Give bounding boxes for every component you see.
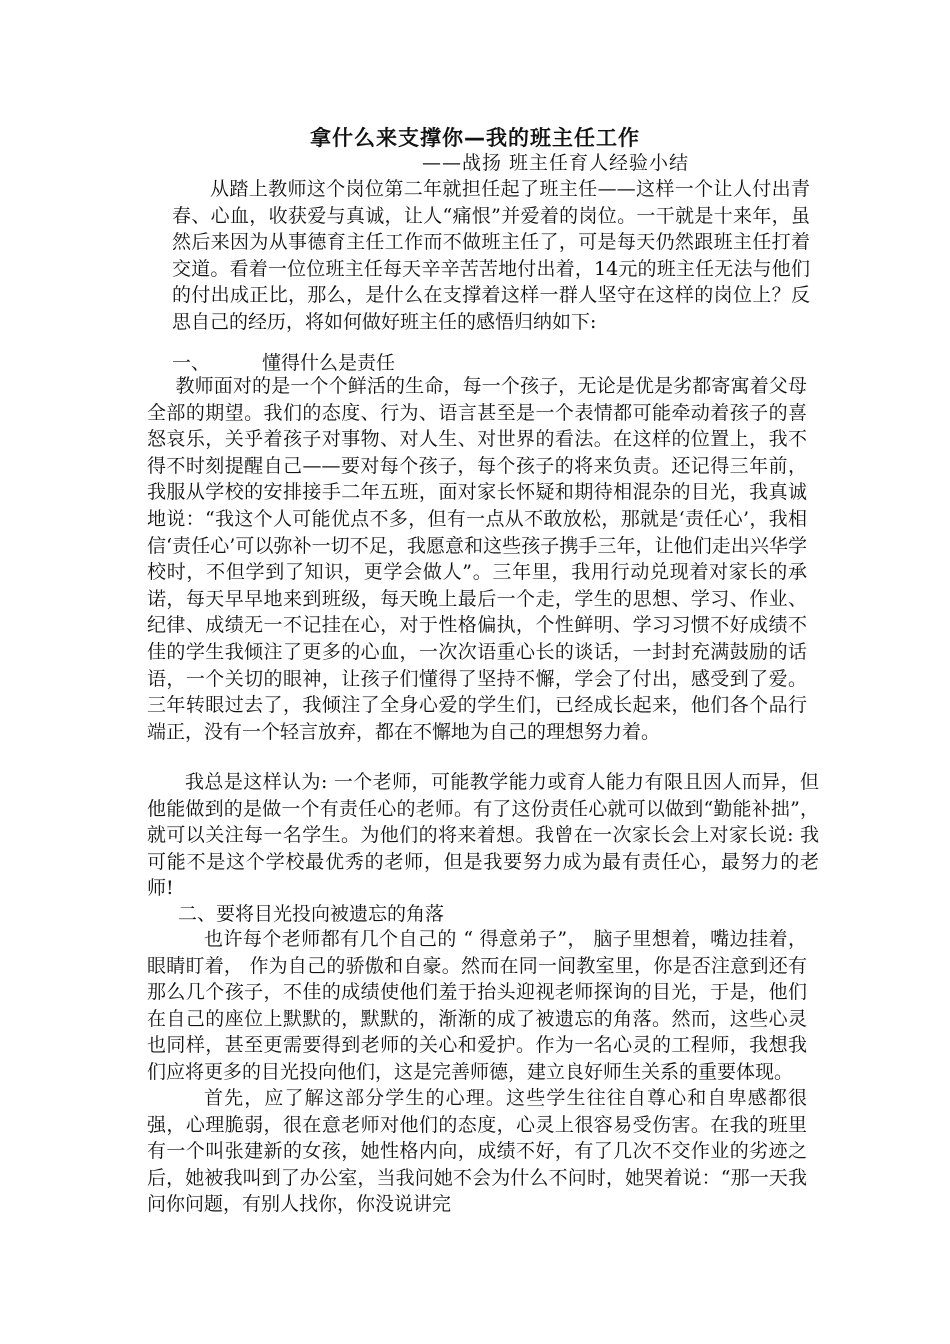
section-number-1: 一、 xyxy=(172,352,211,374)
section1-paragraph-1: 教师面对的是一个个鲜活的生命，每一个孩子，无论是优是劣都寄寓着父母全部的期望。我们的态度、行为、语言甚至是一个表情都可能牵动着孩子的喜怒哀乐，关乎着孩子对事物、对人生、对世界的看法。在这样的位置上，我不得不时刻提醒自己——要对每个孩子，每个孩子的将来负责。还记得三年前，我服从学校的安排接手二年五班，面对家长怀疑和期待相混杂的目光，我真诚地说：“我这个人可能优点不多，但有一点从不敢放松，那就是‘责任心’，我相信‘责任心’可以弥补一切不足，我愿意和这些孩子携手三年，让他们走出兴华学校时，不但学到了知识，更学会做人”。三年里，我用行动兑现着对家长的承诺，每天早早地来到班级，每天晚上最后一个走，学生的思想、学习、作业、纪律、成绩无一不记挂在心，对于性格偏执，个性鲜明、学习习惯不好成绩不佳的学生我倾注了更多的心血，一次次语重心长的谈话，一封封充满鼓励的话语，一个关切的眼神，让孩子们懂得了坚持不懈，学会了付出，感受到了爱。三年转眼过去了，我倾注了全身心爱的学生们，已经成长起来，他们各个品行端正，没有一个轻言放弃，都在不懈地为自己的理想努力着。 xyxy=(147,375,807,743)
section-title-1: 懂得什么是责任 xyxy=(262,352,396,374)
section1-paragraph-2: 我总是这样认为: 一个老师，可能教学能力或育人能力有限且因人而异，但他能做到的是做一个有责任心的老师。有了这份责任心就可以做到“勤能补拙”，就可以关注每一名学生。为他们的将来着想。我曾在一次家长会上对家长说: 我可能不是这个学校最优秀的老师，但是我要努力成为最有责任心，最努力的老师! xyxy=(147,771,819,900)
section-heading-2: 二、要将目光投向被遗忘的角落 xyxy=(178,903,445,925)
intro-paragraph: 从踏上教师这个岗位第二年就担任起了班主任——这样一个让人付出青春、心血，收获爱与真诚，让人“痛恨”并爱着的岗位。一干就是十来年，虽然后来因为从事德育主任工作而不做班主任了，可是每天仍然跟班主任打着交道。看着一位位班主任每天辛辛苦苦地付出着，14元的班主任无法与他们的付出成正比，那么，是什么在支撑着这样一群人坚守在这样的岗位上？反思自己的经历，将如何做好班主任的感悟归纳如下: xyxy=(172,178,810,333)
section2-paragraph-2: 首先，应了解这部分学生的心理。这些学生往往自尊心和自卑感都很强，心理脆弱，很在意老师对他们的态度，心灵上很容易受伤害。在我的班里有一个叫张建新的女孩，她性格内向，成绩不好，有了几次不交作业的劣迹之后，她被我叫到了办公室，当我问她不会为什么不问时，她哭着说：“那一天我问你问题，有别人找你，你没说讲完 xyxy=(147,1087,807,1216)
document-title: 拿什么来支撑你—我的班主任工作 xyxy=(310,126,640,150)
document-subtitle: ——战扬 班主任育人经验小结 xyxy=(422,152,690,174)
section2-paragraph-1: 也许每个老师都有几个自己的 “ 得意弟子”， 脑子里想着，嘴边挂着， 眼睛盯着， 作为自己的骄傲和自豪。然而在同一间教室里，你是否注意到还有那么几个孩子，不佳的成绩使他们羞于抬头迎视老师探询的目光，于是，他们在自己的座位上默默的，默默的，渐渐的成了被遗忘的角落。然而，这些心灵也同样，甚至更需要得到老师的关心和爱护。作为一名心灵的工程师，我想我们应将更多的目光投向他们，这是完善师德，建立良好师生关系的重要体现。 xyxy=(147,928,807,1083)
